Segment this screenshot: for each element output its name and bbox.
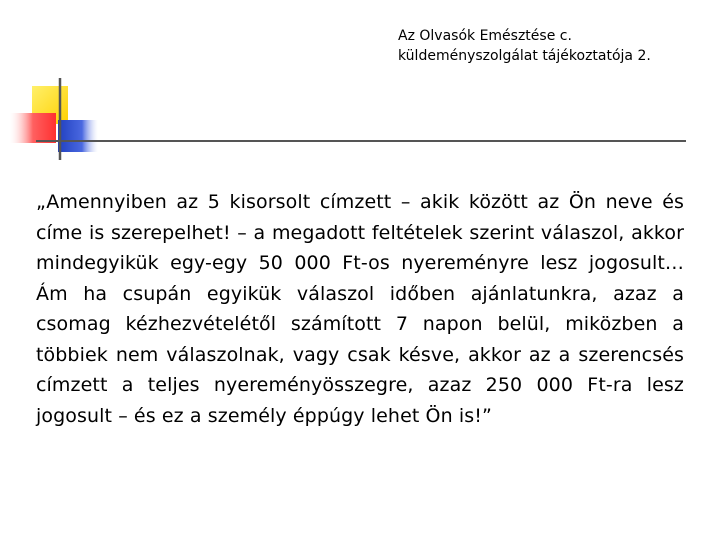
title-line-1: Az Olvasók Emésztése c.	[398, 28, 572, 44]
title-line-2: küldeményszolgálat tájékoztatója 2.	[398, 48, 651, 64]
body-paragraph: „Amennyiben az 5 kisorsolt címzett – akik között az Ön neve és címe is szerepelhet! – a megadott feltételek szerint válaszol, akkor mindegyikük egy-egy 50 000 Ft-os nyereményre lesz jogosult… Ám ha csupán egyikük válaszol időben ajánlatunkra, azaz a csomag kézhezvételétől számított 7 napon belül, miközben a többiek nem válaszolnak, vagy csak késve, akkor az a szerencsés címzett a teljes nyereményösszegre, azaz 250 000 Ft-ra lesz jogosult – és ez a személy éppúgy lehet Ön is!”	[36, 191, 684, 427]
decor-blue-square	[58, 120, 98, 152]
decor-red-bar	[10, 113, 56, 143]
slide-title	[398, 26, 708, 66]
